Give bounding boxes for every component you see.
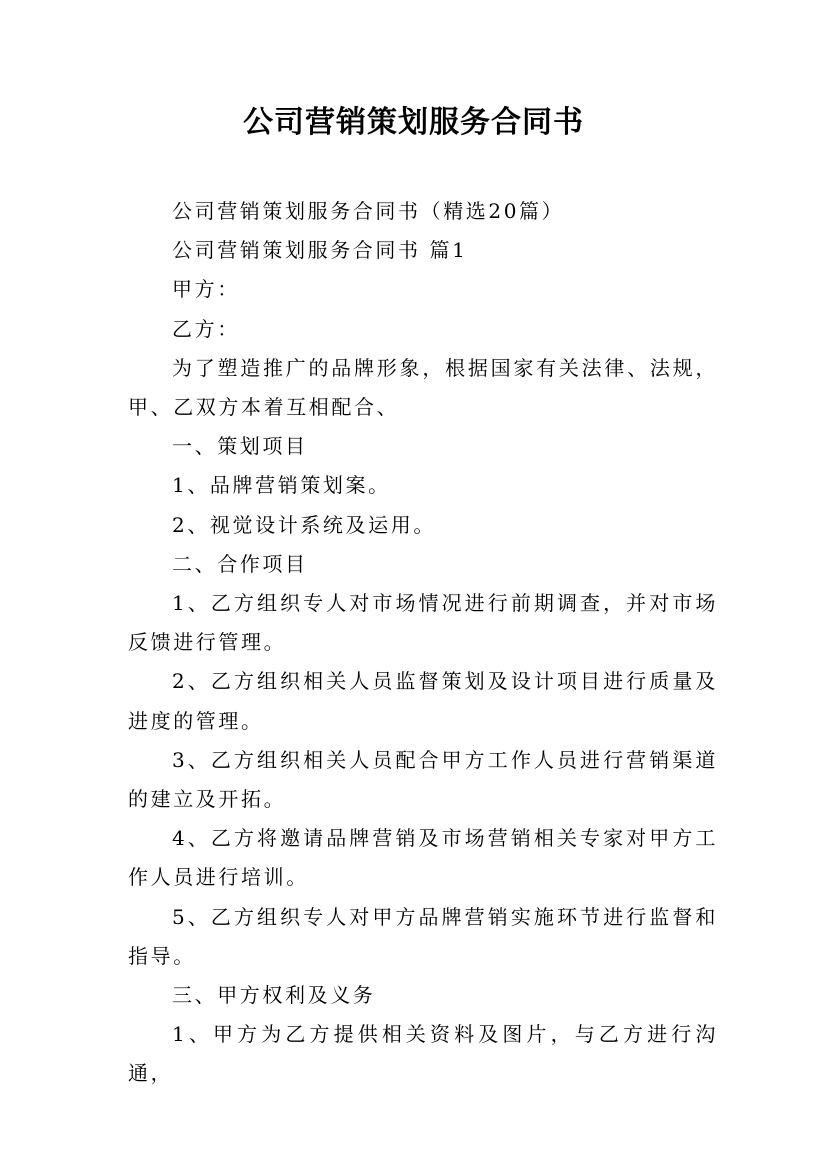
- document-title: 公司营销策划服务合同书: [243, 105, 584, 140]
- heading-planning-items: 一、策划项目: [172, 434, 308, 459]
- list-item: 3、乙方组织相关人员配合甲方工作人员进行营销渠道的建立及开拓。: [128, 747, 718, 812]
- heading-party-a-rights: 三、甲方权利及义务: [172, 983, 376, 1008]
- list-item: 5、乙方组织专人对甲方品牌营销实施环节进行监督和指导。: [128, 904, 718, 968]
- heading-cooperation-items: 二、合作项目: [172, 551, 308, 576]
- paragraph-subtitle: 公司营销策划服务合同书（精选20篇）: [172, 199, 565, 223]
- list-item: 2、乙方组织相关人员监督策划及设计项目进行质量及进度的管理。: [128, 669, 718, 733]
- paragraph-party-b: 乙方：: [172, 316, 240, 341]
- list-item: 1、甲方为乙方提供相关资料及图片，与乙方进行沟通，: [128, 1022, 718, 1086]
- document-body: [128, 192, 718, 1094]
- list-item: 4、乙方将邀请品牌营销及市场营销相关专家对甲方工作人员进行培训。: [128, 826, 718, 890]
- paragraph-party-a: 甲方：: [172, 277, 240, 302]
- paragraph-section-heading: 公司营销策划服务合同书 篇1: [172, 238, 468, 263]
- paragraph-preamble: 为了塑造推广的品牌形象，根据国家有关法律、法规，甲、乙双方本着互相配合、: [128, 355, 718, 420]
- list-item: 1、乙方组织专人对市场情况进行前期调查，并对市场反馈进行管理。: [128, 591, 718, 655]
- list-item: 2、视觉设计系统及运用。: [172, 512, 436, 537]
- list-item: 1、品牌营销策划案。: [172, 473, 391, 498]
